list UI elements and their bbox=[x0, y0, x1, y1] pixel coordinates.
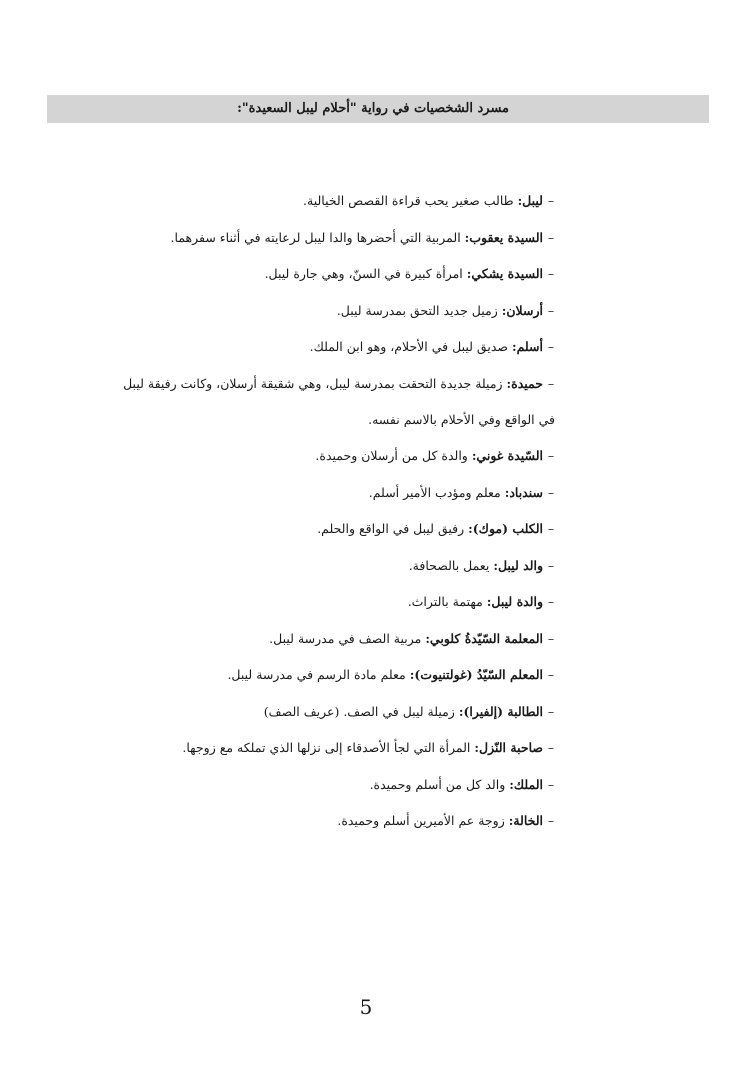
bullet-dash: – bbox=[547, 229, 555, 245]
bullet-dash: – bbox=[547, 740, 555, 755]
character-description: المرأة التي لجأ الأصدقاء إلى نزلها الذي تملكه مع زوجها. bbox=[182, 740, 475, 755]
character-description: مهتمة بالتراث. bbox=[407, 594, 487, 609]
character-name: أسلم: bbox=[511, 339, 543, 354]
character-description: والدة كل من أرسلان وحميدة. bbox=[315, 448, 472, 463]
bullet-dash: – bbox=[547, 557, 555, 573]
list-item bbox=[80, 630, 555, 648]
bullet-dash: – bbox=[547, 776, 555, 792]
bullet-dash: – bbox=[547, 521, 555, 536]
character-name: الطالبة (إلفيرا): bbox=[458, 703, 543, 719]
page-number: 5 bbox=[359, 995, 373, 1019]
character-name: المعلمة السّيّدةُ كلوبي: bbox=[425, 630, 543, 646]
character-name: السّيدة غوني: bbox=[471, 448, 543, 463]
character-name: المعلم السّيّدُ (غولتنيوت): bbox=[409, 667, 543, 682]
list-item bbox=[80, 520, 555, 538]
bullet-dash: – bbox=[547, 448, 555, 463]
character-description: امرأة كبيرة في السنّ، وهي جارة ليبل. bbox=[264, 266, 467, 281]
character-name: حميدة: bbox=[506, 375, 543, 391]
character-name: صاحبة النّزل: bbox=[474, 740, 543, 755]
character-name: الخالة: bbox=[508, 813, 543, 828]
bullet-dash: – bbox=[547, 193, 555, 208]
character-name: والد ليبل: bbox=[493, 557, 543, 573]
character-name: ليبل: bbox=[517, 193, 543, 208]
character-entry bbox=[408, 594, 543, 609]
bullet-dash: – bbox=[547, 703, 555, 719]
list-item bbox=[80, 265, 555, 283]
character-description: معلم مادة الرسم في مدرسة ليبل. bbox=[227, 667, 410, 682]
character-entry bbox=[303, 193, 543, 208]
character-description: زميل جديد التحق بمدرسة ليبل. bbox=[336, 302, 502, 318]
character-entry bbox=[227, 667, 543, 682]
list-item bbox=[80, 484, 555, 502]
list-item bbox=[80, 557, 555, 575]
character-entry bbox=[409, 558, 543, 573]
character-description: طالب صغير يحب قراءة القصص الخيالية. bbox=[303, 193, 518, 208]
character-name: السيدة يعقوب: bbox=[464, 229, 543, 245]
bullet-dash: – bbox=[547, 813, 555, 828]
character-description: زميلة ليبل في الصف. (عريف الصف) bbox=[263, 703, 459, 719]
character-description: زميلة جديدة التحقت بمدرسة ليبل، وهي شقيقة أرسلان، وكانت رفيقة ليبل bbox=[123, 375, 507, 391]
character-description: يعمل بالصحافة. bbox=[408, 557, 494, 573]
character-description: مربية الصف في مدرسة ليبل. bbox=[269, 630, 426, 646]
glossary-title-bar bbox=[47, 95, 709, 123]
list-item bbox=[80, 812, 555, 830]
list-item bbox=[80, 375, 555, 429]
character-list bbox=[80, 192, 555, 849]
bullet-dash: – bbox=[547, 302, 555, 318]
bullet-dash: – bbox=[547, 484, 555, 500]
character-entry bbox=[315, 448, 543, 463]
character-name: أرسلان: bbox=[501, 302, 543, 318]
bullet-dash: – bbox=[547, 266, 555, 281]
character-entry bbox=[182, 740, 543, 755]
character-description-continuation: في الواقع وفي الأحلام بالاسم نفسه. bbox=[368, 411, 555, 427]
list-item bbox=[80, 229, 555, 247]
character-entry bbox=[370, 777, 543, 792]
character-entry bbox=[337, 813, 543, 828]
character-entry bbox=[269, 631, 543, 646]
bullet-dash: – bbox=[547, 667, 555, 682]
bullet-dash: – bbox=[547, 630, 555, 646]
list-item bbox=[80, 666, 555, 684]
character-entry bbox=[310, 339, 543, 354]
character-description: معلم ومؤدب الأمير أسلم. bbox=[368, 484, 505, 500]
character-description: والد كل من أسلم وحميدة. bbox=[369, 776, 510, 792]
bullet-dash: – bbox=[547, 594, 555, 609]
character-name: سندباد: bbox=[504, 484, 543, 500]
list-item bbox=[80, 593, 555, 611]
character-description: صديق ليبل في الأحلام، وهو ابن الملك. bbox=[309, 339, 512, 354]
list-item bbox=[80, 338, 555, 356]
list-item bbox=[80, 302, 555, 320]
character-description: زوجة عم الأميرين أسلم وحميدة. bbox=[337, 813, 509, 828]
bullet-dash: – bbox=[547, 375, 555, 391]
bullet-dash: – bbox=[547, 339, 555, 354]
character-description: المربية التي أحضرها والدا ليبل لرعايته في أثناء سفرهما. bbox=[170, 229, 465, 245]
character-entry bbox=[171, 230, 543, 245]
list-item bbox=[80, 192, 555, 210]
character-description: رفيق ليبل في الواقع والحلم. bbox=[317, 521, 469, 536]
character-name: السيدة يشكي: bbox=[466, 266, 543, 281]
character-entry bbox=[265, 266, 543, 281]
character-name: الكلب (موك): bbox=[468, 521, 543, 536]
list-item bbox=[80, 447, 555, 465]
character-entry bbox=[369, 485, 543, 500]
list-item bbox=[80, 776, 555, 794]
list-item bbox=[80, 739, 555, 757]
character-entry bbox=[80, 375, 543, 393]
character-entry bbox=[317, 521, 543, 536]
character-name: والدة ليبل: bbox=[486, 594, 543, 609]
list-item bbox=[80, 703, 555, 721]
character-entry bbox=[337, 303, 543, 318]
character-name: الملك: bbox=[509, 776, 543, 792]
character-entry bbox=[264, 704, 543, 719]
glossary-title: مسرد الشخصيات في رواية "أحلام ليبل السعيدة": bbox=[237, 101, 509, 116]
